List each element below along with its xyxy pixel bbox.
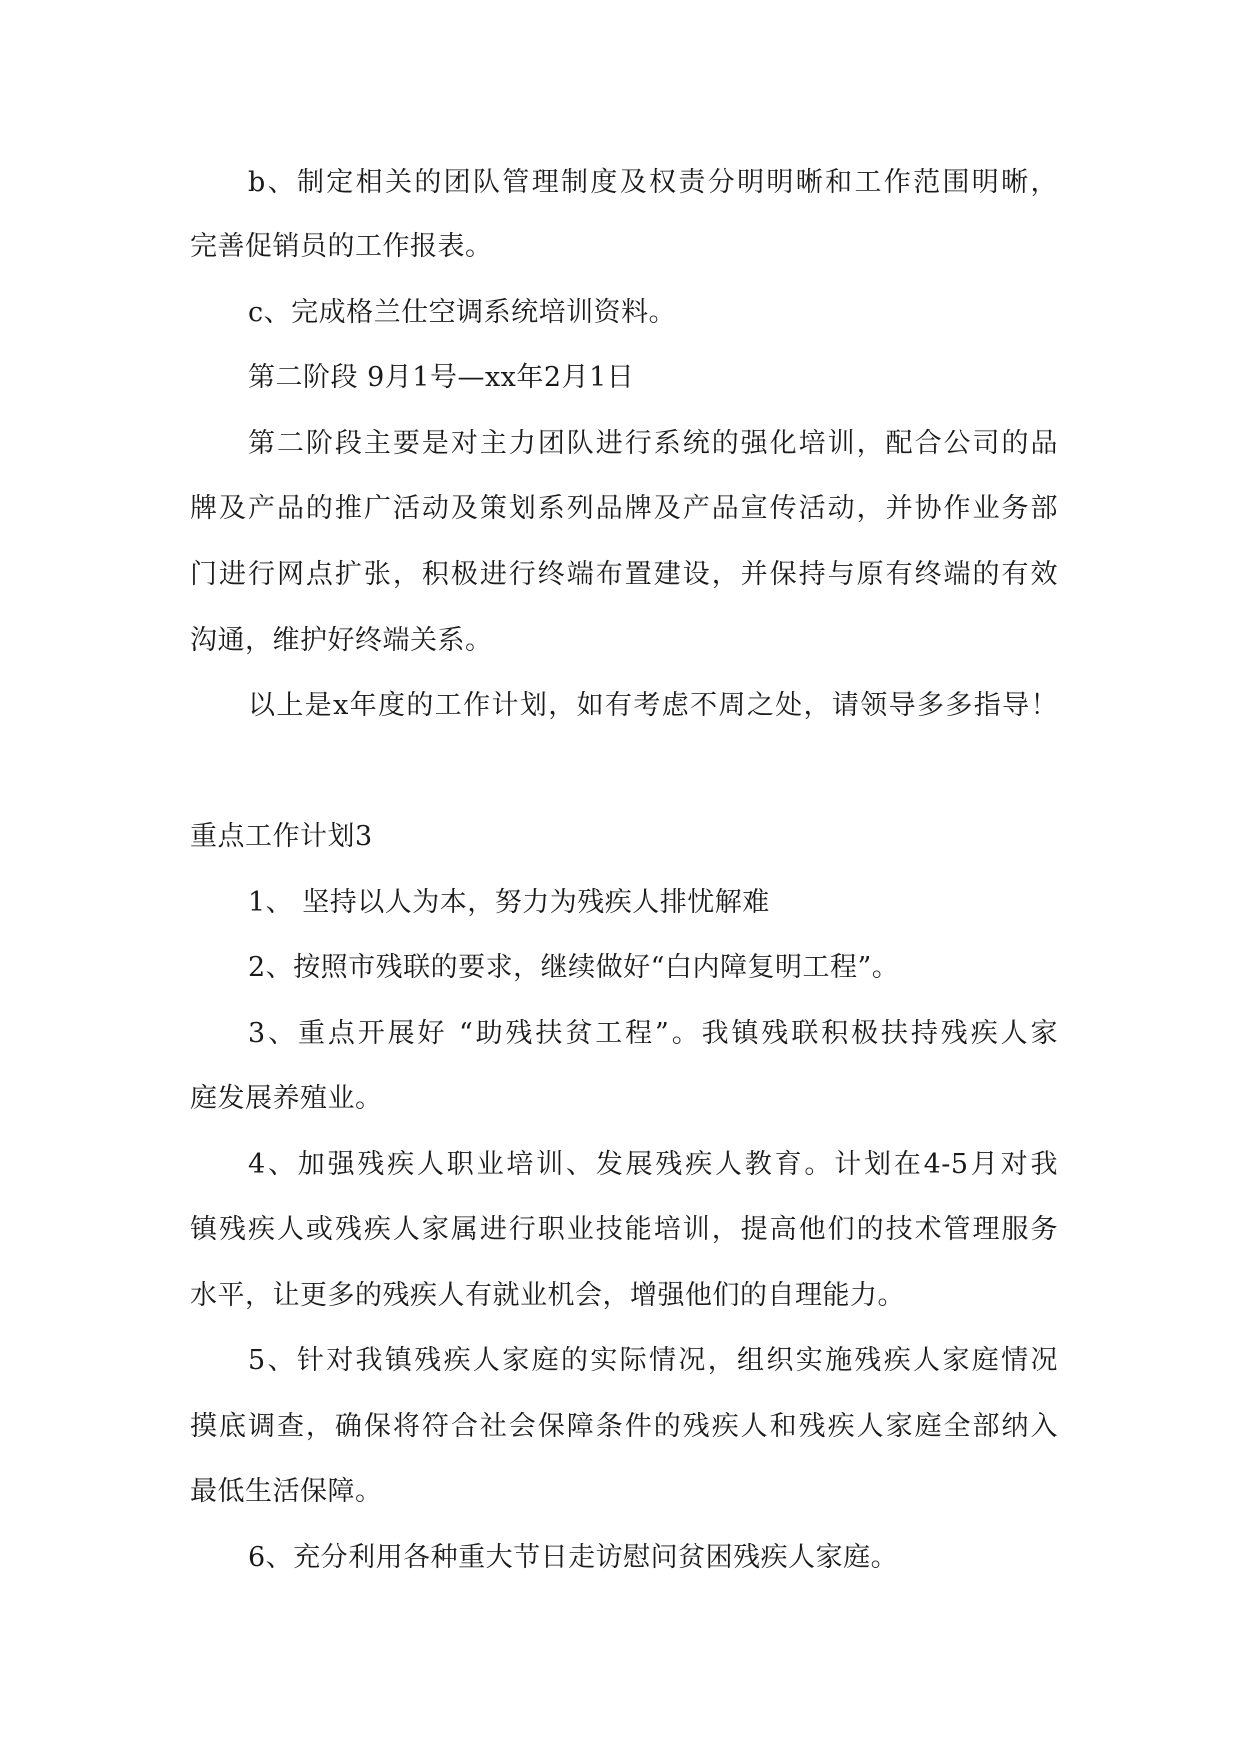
phase2-line-4: 沟通，维护好终端关系。 — [190, 625, 493, 656]
section-title: 重点工作计划3 — [190, 821, 373, 852]
item-4-line-3: 水平，让更多的残疾人有就业机会，增强他们的自理能力。 — [190, 1280, 905, 1311]
item-5-line-1: 5、针对我镇残疾人家庭的实际情况，组织实施残疾人家庭情况 — [248, 1345, 1058, 1376]
item-4-line-1: 4、加强残疾人职业培训、发展残疾人教育。计划在4-5月对我 — [248, 1149, 1058, 1180]
item-2: 2、按照市残联的要求，继续做好“白内障复明工程”。 — [248, 952, 900, 983]
phase2-line-3: 门进行网点扩张，积极进行终端布置建设，并保持与原有终端的有效 — [190, 559, 1058, 590]
closing-statement: 以上是x年度的工作计划，如有考虑不周之处，请领导多多指导！ — [248, 690, 1058, 721]
item-5-line-2: 摸底调查，确保将符合社会保障条件的残疾人和残疾人家庭全部纳入 — [190, 1411, 1058, 1442]
item-1: 1、 坚持以人为本，努力为残疾人排忧解难 — [248, 887, 770, 918]
item-b-line-1: b、制定相关的团队管理制度及权责分明明晰和工作范围明晰， — [248, 167, 1058, 198]
phase2-line-1: 第二阶段主要是对主力团队进行系统的强化培训，配合公司的品 — [248, 428, 1058, 459]
item-4-line-2: 镇残疾人或残疾人家属进行职业技能培训，提高他们的技术管理服务 — [190, 1214, 1058, 1245]
item-c: c、完成格兰仕空调系统培训资料。 — [248, 297, 677, 328]
item-b-line-2: 完善促销员的工作报表。 — [190, 231, 493, 262]
item-5-line-3: 最低生活保障。 — [190, 1476, 383, 1507]
item-6: 6、充分利用各种重大节日走访慰问贫困残疾人家庭。 — [248, 1542, 899, 1573]
item-3-line-1: 3、重点开展好 “助残扶贫工程”。我镇残联积极扶持残疾人家 — [248, 1018, 1058, 1049]
item-3-line-2: 庭发展养殖业。 — [190, 1083, 383, 1114]
phase2-line-2: 牌及产品的推广活动及策划系列品牌及产品宣传活动，并协作业务部 — [190, 493, 1058, 524]
phase2-heading: 第二阶段 9月1号—xx年2月1日 — [248, 362, 635, 393]
